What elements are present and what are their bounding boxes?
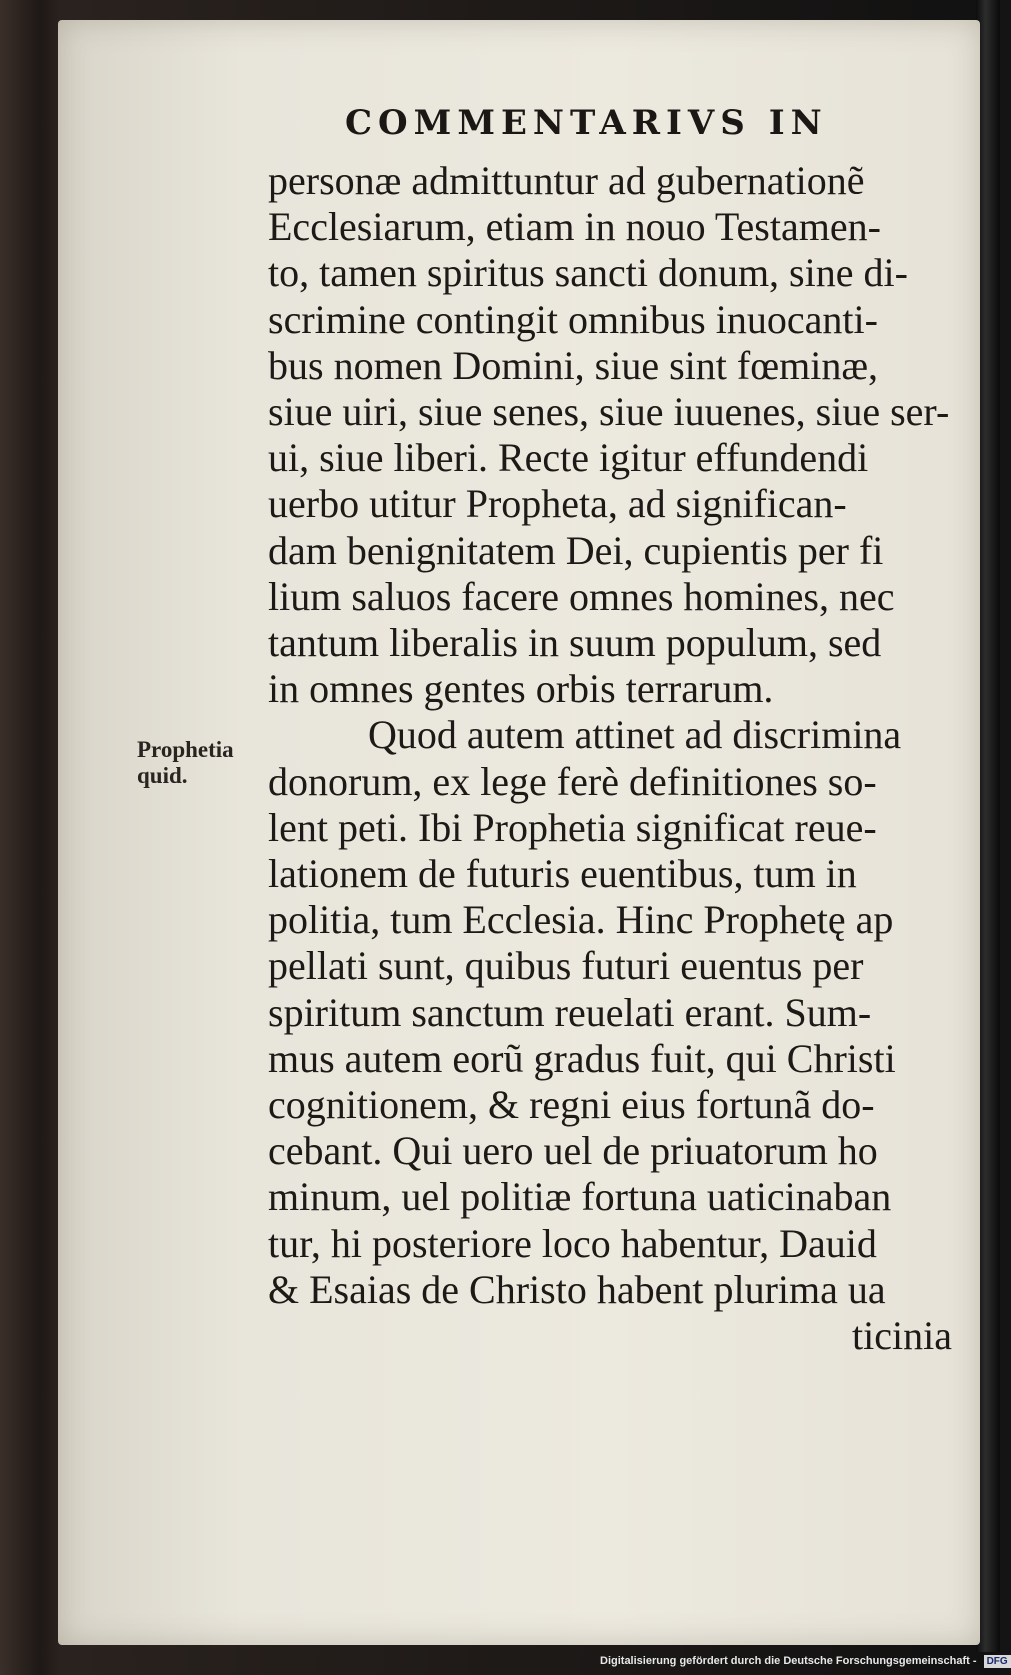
text-line: lent peti. Ibi Prophetia significat reue- <box>268 804 877 850</box>
text-line: in omnes gentes orbis terrarum. <box>268 666 774 712</box>
credit-text: Digitalisierung gefördert durch die Deutsche Forschungsgemeinschaft - <box>600 1655 977 1667</box>
text-line: & Esaias de Christo habent plurima ua <box>268 1266 886 1312</box>
text-line: donorum, ex lege ferè definitiones so- <box>268 758 877 804</box>
text-line: to, tamen spiritus sancti donum, sine di- <box>268 250 908 296</box>
text-line: personæ admittuntur ad gubernationẽ <box>268 158 865 203</box>
text-line: scrimine contingit omnibus inuocanti- <box>268 296 878 342</box>
text-line: tantum liberalis in suum populum, sed <box>268 620 882 666</box>
text-line: ui, siue liberi. Recte igitur effundendi <box>268 435 869 481</box>
body-text <box>268 158 968 1359</box>
text-line: lium saluos facere omnes homines, nec <box>268 573 895 619</box>
marginal-note <box>137 737 267 789</box>
text-line: tur, hi posteriore loco habentur, Dauid <box>268 1220 877 1266</box>
text-line: dam benignitatem Dei, cupientis per fi <box>268 527 884 573</box>
text-line: uerbo utitur Propheta, ad significan- <box>268 481 847 527</box>
running-head: COMMENTARIVS IN <box>345 103 828 143</box>
paragraph-start-line: Quod autem attinet ad discrimina <box>368 712 902 758</box>
catchword: ticinia <box>852 1313 952 1359</box>
text-line: Ecclesiarum, etiam in nouo Testamen- <box>268 204 881 250</box>
text-line: lationem de futuris euentibus, tum in <box>268 851 857 897</box>
text-line: siue uiri, siue senes, siue iuuenes, siue ser- <box>268 389 950 435</box>
text-line: bus nomen Domini, siue sint fœminæ, <box>268 342 878 388</box>
text-line: cognitionem, & regni eius fortunã do- <box>268 1082 875 1128</box>
text-line: cebant. Qui uero uel de priuatorum ho <box>268 1128 878 1174</box>
text-line: mus autem eorũ gradus fuit, qui Christi <box>268 1035 896 1081</box>
text-line: pellati sunt, quibus futuri euentus per <box>268 943 864 989</box>
digitization-credit <box>600 1655 1008 1668</box>
text-line: politia, tum Ecclesia. Hinc Prophetę ap <box>268 897 894 943</box>
dfg-logo: DFG <box>984 1655 1011 1668</box>
marginal-note-line: Prophetia <box>137 737 234 762</box>
text-line: spiritum sanctum reuelati erant. Sum- <box>268 989 872 1035</box>
text-line: minum, uel politiæ fortuna uaticinaban <box>268 1174 892 1220</box>
marginal-note-line: quid. <box>137 763 188 788</box>
